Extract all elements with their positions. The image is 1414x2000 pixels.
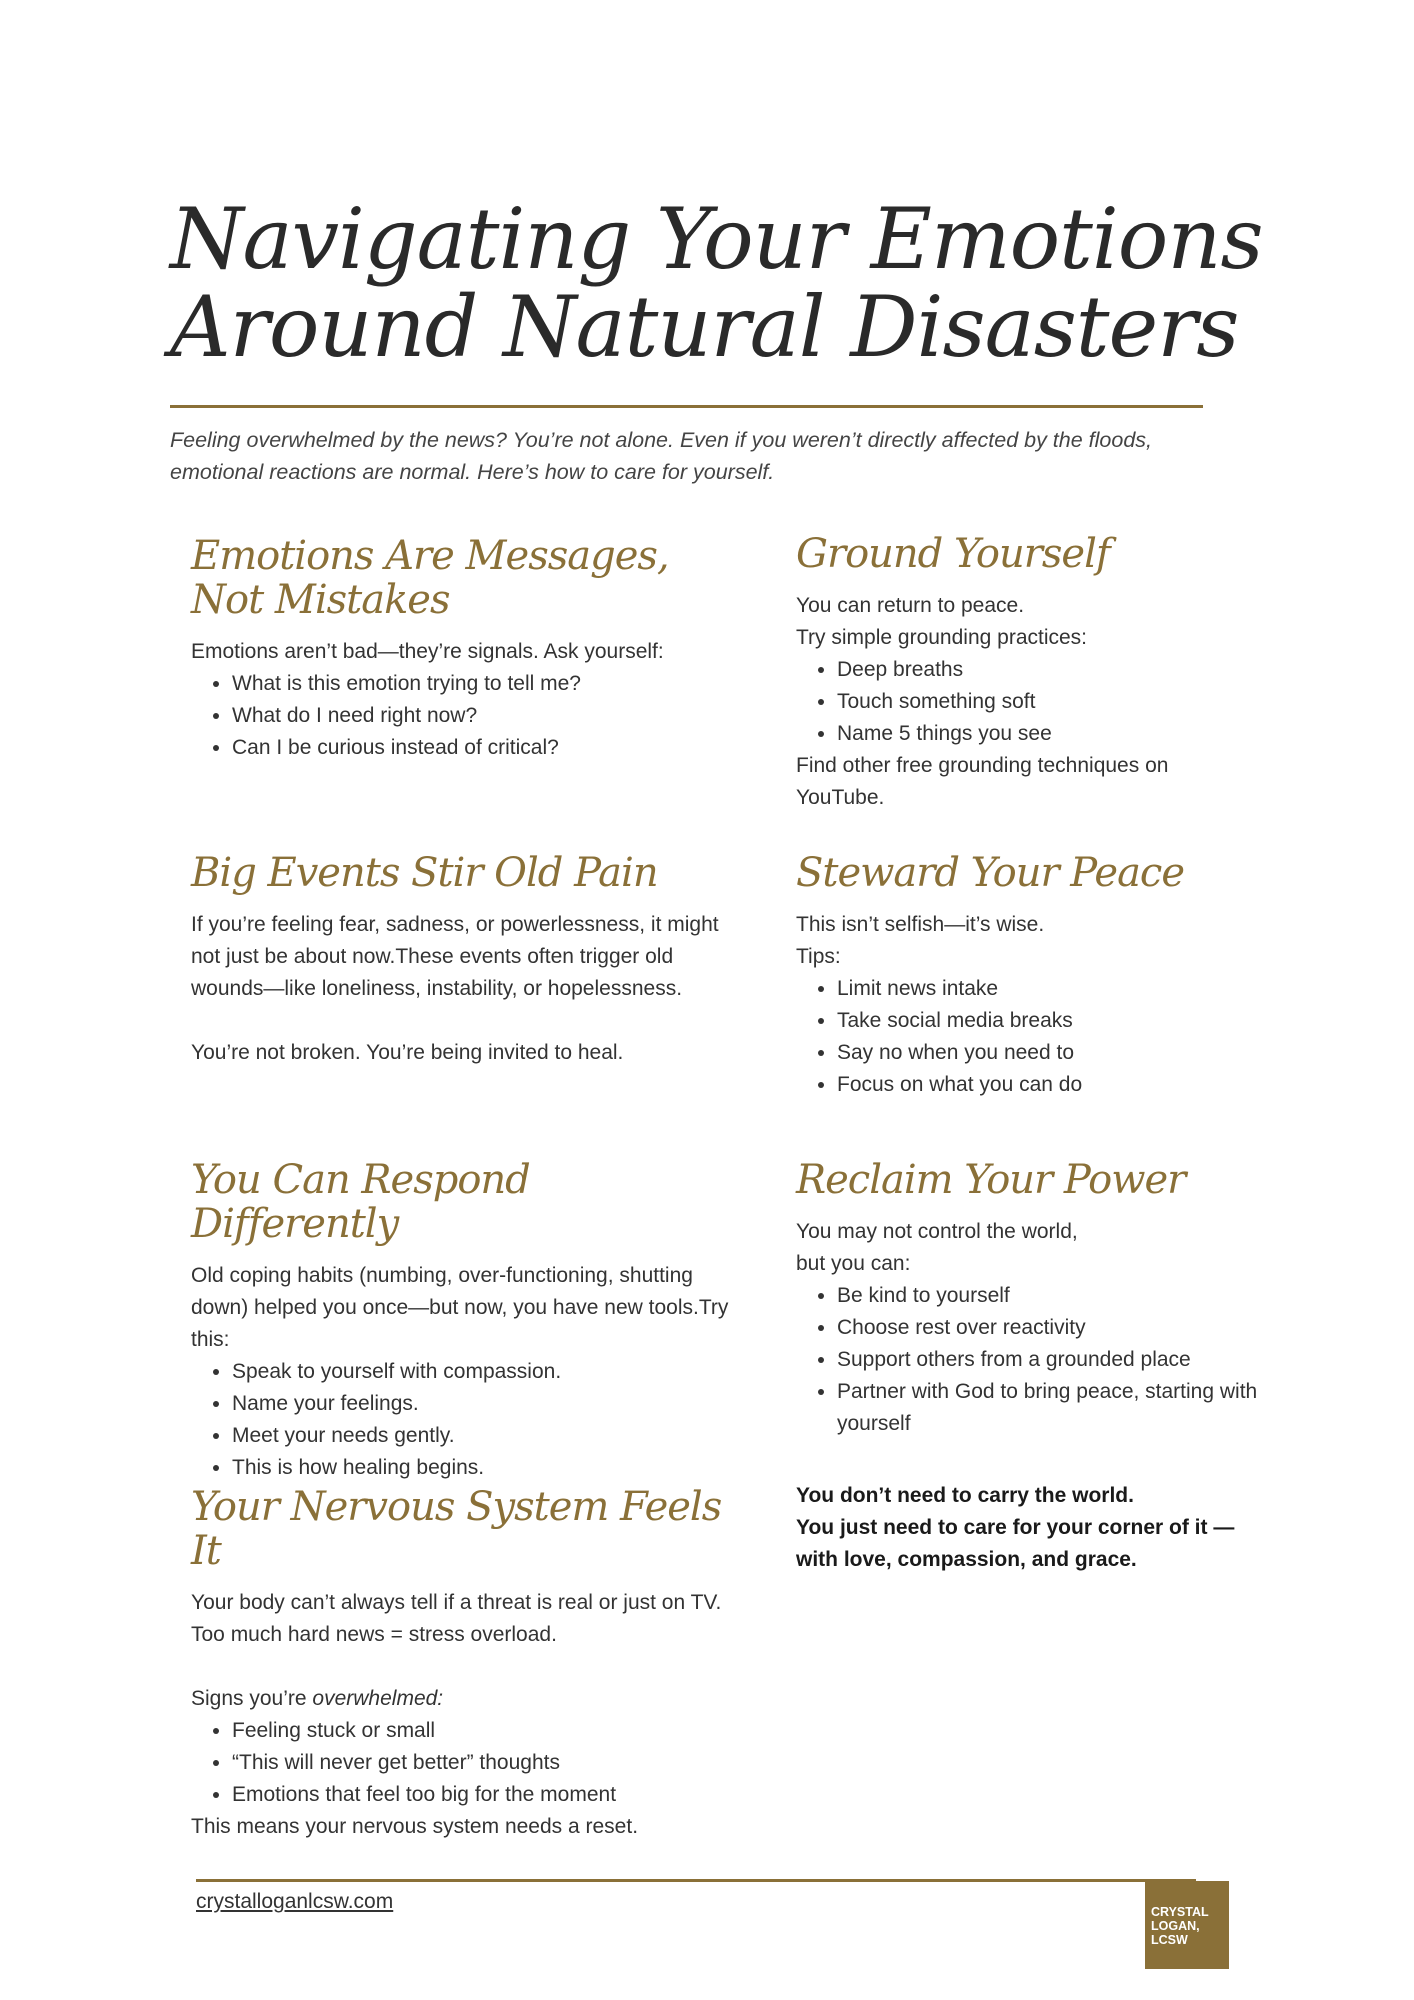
bullet-list: [191, 668, 731, 764]
list-item: • Name 5 things you see: [837, 718, 1276, 750]
bullet-list: [796, 973, 1276, 1101]
section-line: Tips:: [796, 945, 841, 968]
page-title-line1: Navigating Your Emotions: [170, 190, 1263, 288]
section-heading: Steward Your Peace: [796, 850, 1184, 896]
section-heading: Ground Yourself: [796, 531, 1110, 577]
section-line: Try simple grounding practices:: [796, 626, 1088, 649]
footer-divider: [196, 1879, 1196, 1882]
section-heading: Big Events Stir Old Pain: [191, 850, 658, 896]
list-item: • What do I need right now?: [232, 700, 731, 732]
closing-line2: You just need to care for your corner of it —with love, compassion, and grace.: [796, 1516, 1235, 1571]
section-paragraph: You’re not broken. You’re being invited to heal.: [191, 1041, 624, 1064]
page-title-line2: Around Natural Disasters: [170, 278, 1239, 376]
section-heading: You Can Respond Differently: [191, 1157, 530, 1247]
logo-line1: CRYSTAL: [1151, 1905, 1209, 1919]
list-item: • Meet your needs gently.: [232, 1420, 731, 1452]
bullet-list: [191, 1356, 731, 1484]
list-item: • Deep breaths: [837, 654, 1276, 686]
list-item: • This is how healing begins.: [232, 1452, 731, 1484]
list-item: • Can I be curious instead of critical?: [232, 732, 731, 764]
list-item: • Partner with God to bring peace, starting with yourself: [837, 1376, 1276, 1440]
section-heading: Your Nervous System Feels It: [191, 1484, 722, 1574]
section-line: but you can:: [796, 1252, 911, 1275]
bullet-list: [796, 1280, 1276, 1440]
section-line: You may not control the world,: [796, 1220, 1078, 1243]
heading-line2: Not Mistakes: [191, 577, 450, 623]
closing-message: [796, 1480, 1276, 1576]
signs-lead: [191, 1683, 731, 1715]
logo-line3: LCSW: [1151, 1933, 1188, 1947]
title-divider: [170, 405, 1203, 408]
list-item: • Take social media breaks: [837, 1005, 1276, 1037]
section-respond-differently: [191, 1158, 731, 1484]
closing-line1: You don’t need to carry the world.: [796, 1484, 1134, 1507]
section-line: This isn’t selfish—it’s wise.: [796, 913, 1045, 936]
heading-line1: Emotions Are Messages,: [191, 533, 669, 579]
section-heading: Reclaim Your Power: [796, 1157, 1186, 1203]
logo-line2: LOGAN,: [1151, 1919, 1200, 1933]
section-ground-yourself: [796, 532, 1276, 814]
section-lead: Old coping habits (numbing, over-functioning, shutting down) helped you once—but now, you have new tools.Try this:: [191, 1264, 729, 1351]
list-item: • What is this emotion trying to tell me?: [232, 668, 731, 700]
list-item: • Touch something soft: [837, 686, 1276, 718]
list-item: • Emotions that feel too big for the moment: [232, 1779, 731, 1811]
section-paragraph: Your body can’t always tell if a threat is real or just on TV. Too much hard news = stress overload.: [191, 1591, 722, 1646]
page-title: [170, 190, 1320, 376]
list-item: • Name your feelings.: [232, 1388, 731, 1420]
list-item: • Support others from a grounded place: [837, 1344, 1276, 1376]
section-closing: Find other free grounding techniques on YouTube.: [796, 754, 1169, 809]
section-big-events: [191, 851, 731, 1069]
bullet-list: [191, 1715, 731, 1811]
section-heading: [191, 534, 731, 622]
signs-emphasis: overwhelmed:: [312, 1687, 444, 1710]
brand-logo: [1145, 1881, 1229, 1969]
section-line: You can return to peace.: [796, 594, 1025, 617]
intro-text: Feeling overwhelmed by the news? You’re not alone. Even if you weren’t directly affected by the floods, emotional reactions are normal. Here’s how to care for yourself.: [170, 428, 1153, 484]
bullet-list: [796, 654, 1276, 750]
list-item: • Be kind to yourself: [837, 1280, 1276, 1312]
section-reclaim-power: [796, 1158, 1276, 1440]
list-item: • Say no when you need to: [837, 1037, 1276, 1069]
section-steward-peace: [796, 851, 1276, 1101]
website-link[interactable]: crystalloganlcsw.com: [196, 1890, 394, 1913]
signs-prefix: Signs you’re: [191, 1687, 313, 1710]
section-paragraph: If you’re feeling fear, sadness, or powerlessness, it might not just be about now.These events often trigger old wounds—like loneliness, instability, or hopelessness.: [191, 913, 719, 1000]
list-item: • Limit news intake: [837, 973, 1276, 1005]
section-nervous-system: [191, 1485, 731, 1843]
section-lead: Emotions aren’t bad—they’re signals. Ask yourself:: [191, 640, 664, 663]
list-item: • Choose rest over reactivity: [837, 1312, 1276, 1344]
list-item: • Focus on what you can do: [837, 1069, 1276, 1101]
list-item: • Speak to yourself with compassion.: [232, 1356, 731, 1388]
section-closing: This means your nervous system needs a reset.: [191, 1815, 639, 1838]
list-item: • Feeling stuck or small: [232, 1715, 731, 1747]
list-item: • “This will never get better” thoughts: [232, 1747, 731, 1779]
section-emotions-messages: [191, 534, 731, 764]
